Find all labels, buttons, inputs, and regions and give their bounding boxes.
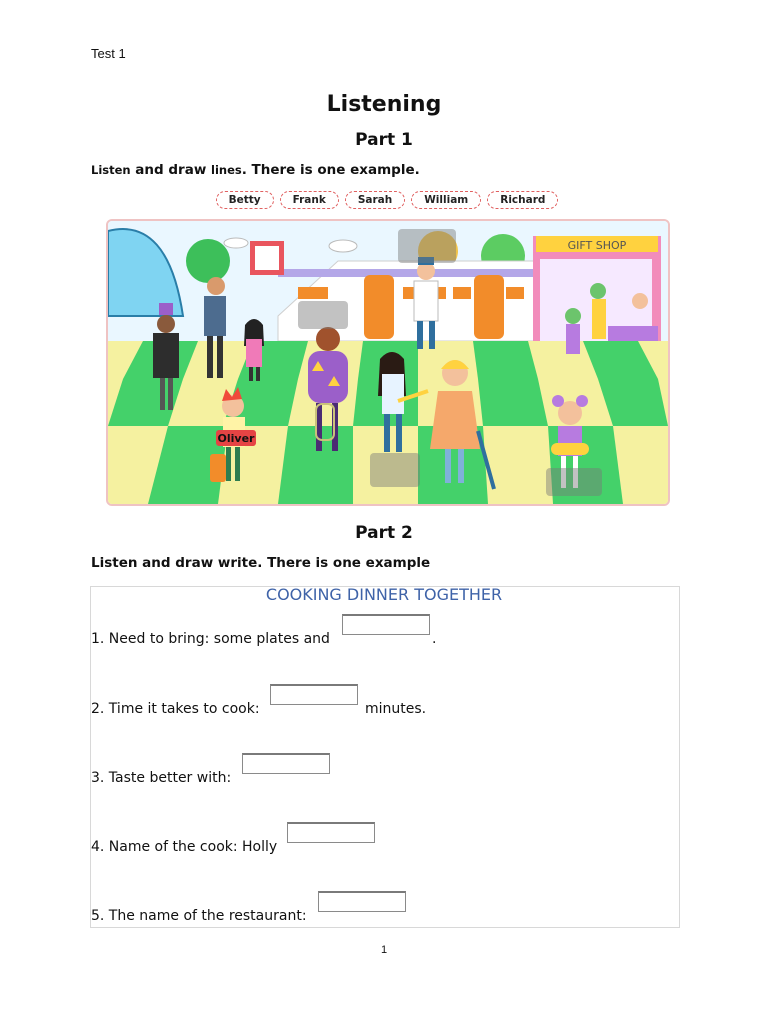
question-suffix: . [432,631,437,647]
question-text: 1. Need to bring: some plates and [91,631,330,647]
train-door [364,275,394,339]
train-window [453,287,471,299]
answer-placeholder[interactable] [546,468,602,496]
instruction-word: Listen [91,163,131,177]
question-text: 3. Taste better with: [91,770,232,786]
name-chip-richard[interactable]: Richard [487,191,558,209]
tree [186,239,230,283]
answer-input-4[interactable] [287,822,375,843]
answer-placeholder[interactable] [370,453,420,487]
question-4 [91,839,277,855]
page-title: Listening [326,92,442,117]
answer-input-1[interactable] [342,614,430,635]
train-window [506,287,524,299]
station-scene-illustration [106,219,670,506]
instruction-word: lines [211,163,242,177]
answer-input-3[interactable] [242,753,330,774]
cloud [224,238,248,248]
part1-instruction [91,162,420,178]
part2-instruction: Listen and draw write. There is one example [91,555,431,571]
name-chip-sarah[interactable]: Sarah [345,191,405,209]
name-chips [0,191,768,209]
part1-heading: Part 1 [355,130,413,150]
page-number: 1 [380,944,388,956]
question-1 [91,631,330,647]
header-note: Test 1 [91,46,126,61]
question-text: 2. Time it takes to cook: [91,701,260,717]
cooking-box-title: COOKING DINNER TOGETHER [265,585,503,604]
instruction-word: and draw [130,162,211,178]
departure-board-screen [255,246,279,270]
question-text: 5. The name of the restaurant: [91,908,307,924]
gift-shop-sign: GIFT SHOP [567,239,627,252]
scene-svg [108,221,668,504]
cloud [329,240,357,252]
question-suffix: minutes. [365,701,427,717]
name-chip-william[interactable]: William [411,191,481,209]
question-2 [91,701,260,717]
part2-heading: Part 2 [355,523,413,543]
answer-placeholder[interactable] [398,229,456,263]
train-door [474,275,504,339]
oliver-label: Oliver [217,432,255,445]
name-chip-frank[interactable]: Frank [280,191,339,209]
answer-input-5[interactable] [318,891,406,912]
answer-input-2[interactable] [270,684,358,705]
answer-placeholder[interactable] [298,301,348,329]
train-window [298,287,328,299]
instruction-word: . There is one example. [241,162,420,178]
question-3 [91,770,231,786]
name-chip-betty[interactable]: Betty [216,191,274,209]
question-text: 4. Name of the cook: Holly [91,839,278,855]
question-5 [91,908,307,924]
